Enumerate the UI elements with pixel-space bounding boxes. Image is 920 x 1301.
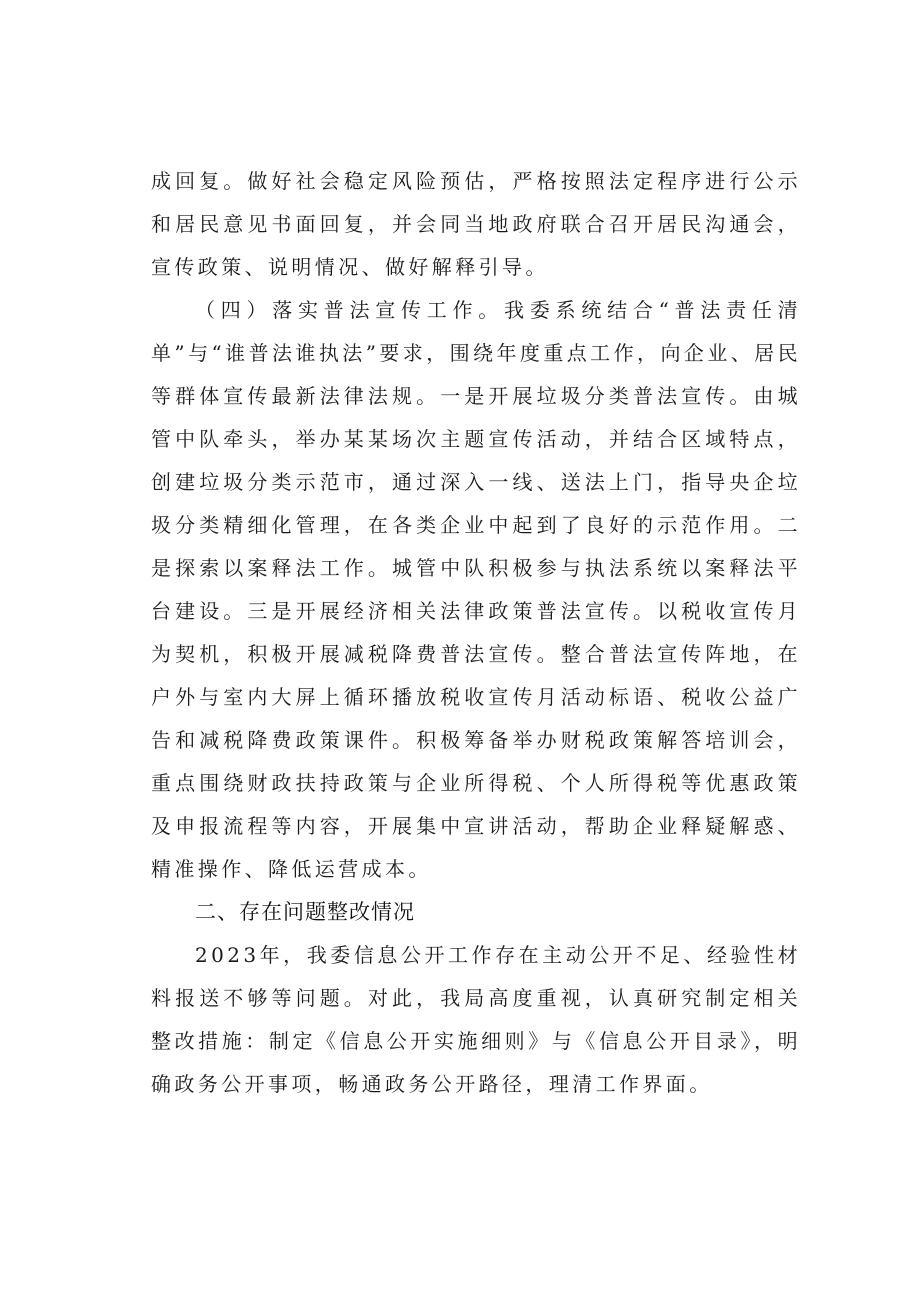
section-heading-rectification: 二、存在问题整改情况 <box>195 900 415 924</box>
paragraph-continuation: 成回复。做好社会稳定风险预估，严格按照法定程序进行公示和居民意见书面回复，并会同当地政府联合召开居民沟通会，宣传政策、说明情况、做好解释引导。 <box>151 169 801 279</box>
paragraph-legal-publicity: （四）落实普法宣传工作。我委系统结合“普法责任清单”与“谁普法谁执法”要求，围绕年度重点工作，向企业、居民等群体宣传最新法律法规。一是开展垃圾分类普法宣传。由城管中队牵头，举办某某场次主题宣传活动，并结合区域特点，创建垃圾分类示范市，通过深入一线、送法上门，指导央企垃圾分类精细化管理，在各类企业中起到了良好的示范作用。二是探索以案释法工作。城管中队积极参与执法系统以案释法平台建设。三是开展经济相关法律政策普法宣传。以税收宣传月为契机，积极开展减税降费普法宣传。整合普法宣传阵地，在户外与室内大屏上循环播放税收宣传月活动标语、税收公益广告和减税降费政策课件。积极筹备举办财税政策解答培训会，重点围绕财政扶持政策与企业所得税、个人所得税等优惠政策及申报流程等内容，开展集中宣讲活动，帮助企业释疑解惑、精准操作、降低运营成本。 <box>151 298 801 881</box>
document-body <box>151 160 801 1106</box>
paragraph-rectification: 2023年，我委信息公开工作存在主动公开不足、经验性材料报送不够等问题。对此，我局高度重视，认真研究制定相关整改措施：制定《信息公开实施细则》与《信息公开目录》，明确政务公开事项，畅通政务公开路径，理清工作界面。 <box>151 943 801 1096</box>
